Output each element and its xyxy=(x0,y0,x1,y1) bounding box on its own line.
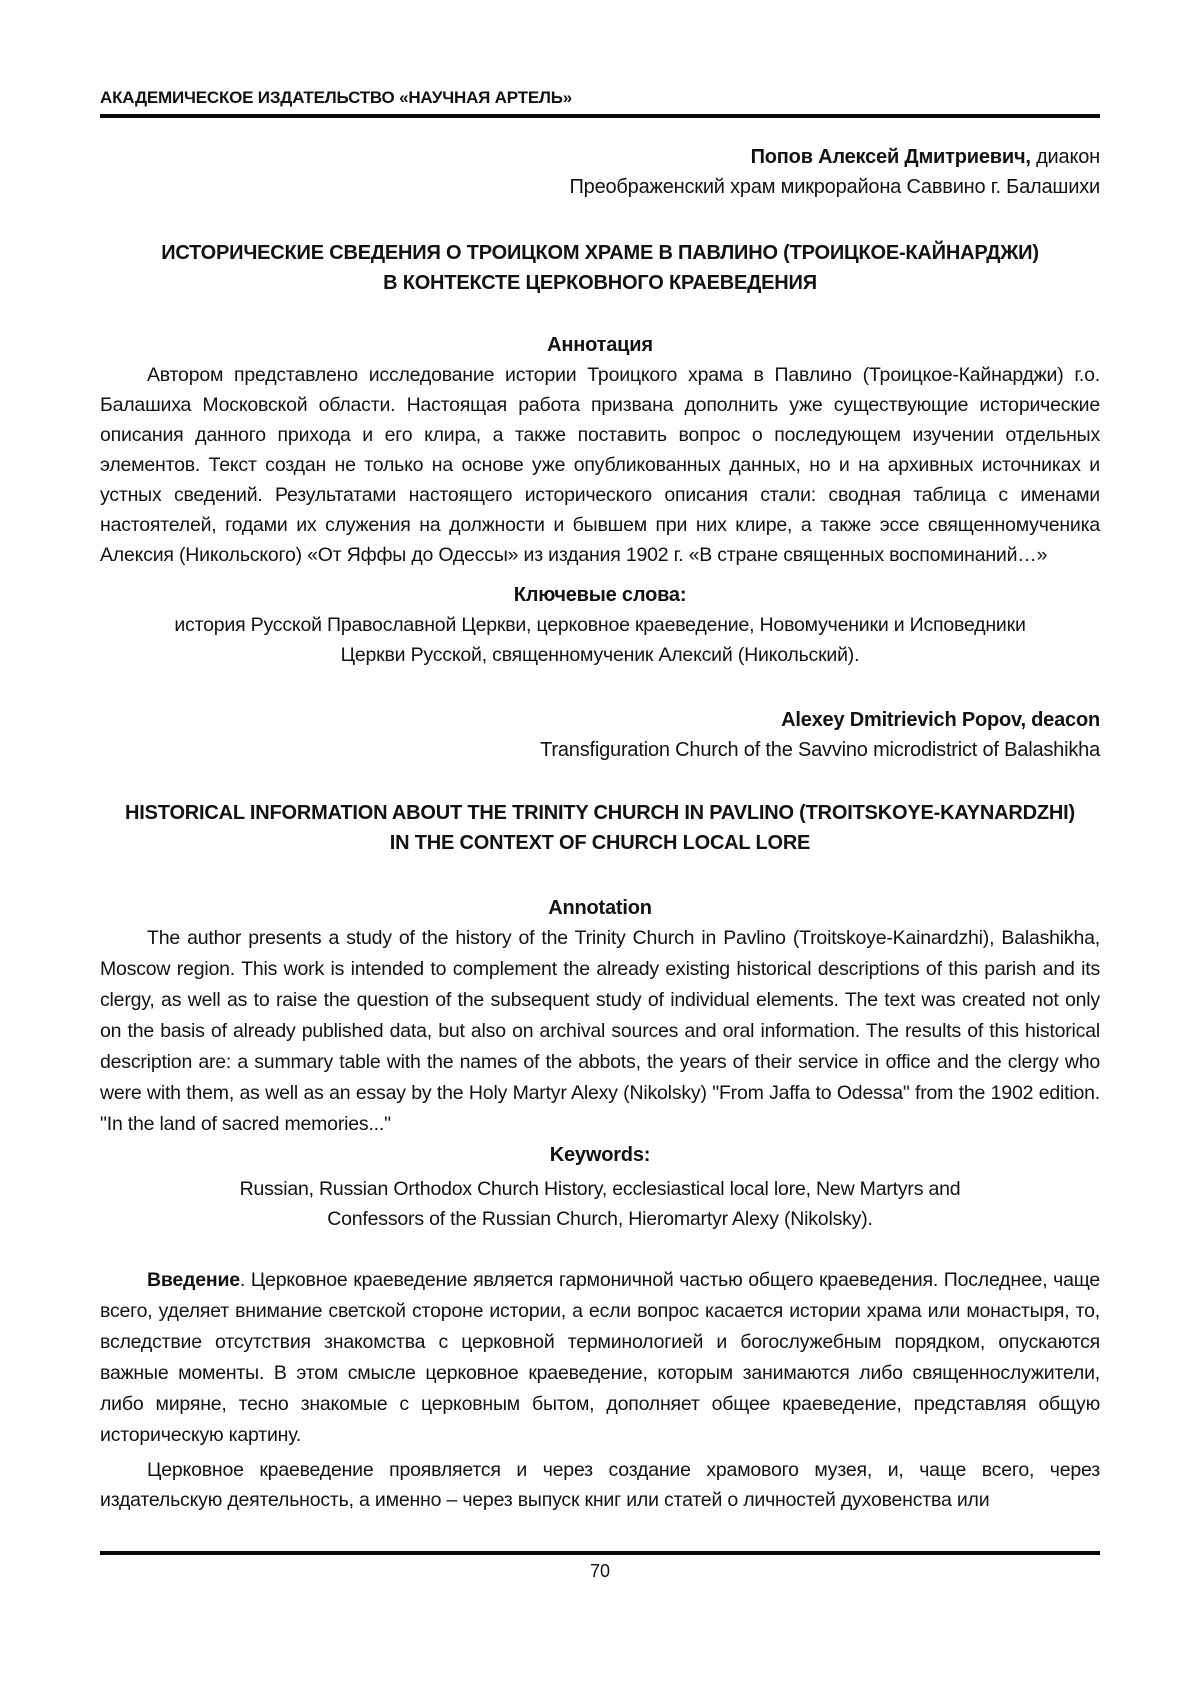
annotation-heading-en: Annotation xyxy=(548,897,652,919)
keywords-en-line1: Russian, Russian Orthodox Church History, ecclesiastical local lore, New Martyrs and xyxy=(239,1178,961,1200)
annotation-text-ru: Автором представлено исследование истории Троицкого храма в Павлино (Троицкое-Кайнарджи) г.о. Балашиха Московской области. Настоящая работа призвана дополнить уже существующие исторические описания данного прихода и его клира, а также поставить вопрос о последующем изучении отдельных элементов. Текст создан не только на основе уже опубликованных данных, но и на архивных источниках и устных сведений. Результатами настоящего исторического описания стали: сводная таблица с именами настоятелей, годами их служения на должности и бывшем при них клире, а также эссе священномученика Алексия (Никольского) «От Яффы до Одессы» из издания 1902 г. «В стране священных воспоминаний…» xyxy=(100,364,1100,566)
keywords-text-ru xyxy=(100,610,1100,670)
keywords-ru-line1: история Русской Православной Церкви, церковное краеведение, Новомученики и Исповедники xyxy=(174,614,1026,636)
page-footer xyxy=(100,1551,1100,1583)
body-paragraph-2: Церковное краеведение проявляется и через создание храмового музея, и, чаще всего, через издательскую деятельность, а именно – через выпуск книг или статей о личностей духовенства или xyxy=(100,1459,1100,1511)
author-name-ru: Попов Алексей Дмитриевич, xyxy=(750,146,1031,168)
author-block-en xyxy=(100,705,1100,765)
annotation-text-en: The author presents a study of the history of the Trinity Church in Pavlino (Troitskoye-Kainardzhi), Balashikha, Moscow region. This work is intended to complement the already existing historical descriptions of this parish and its clergy, as well as to raise the question of the subsequent study of individual elements. The text was created not only on the basis of already published data, but also on archival sources and oral information. The results of this historical description are: a summary table with the names of the abbots, the years of their service in office and the clergy who were with them, as well as an essay by the Holy Martyr Alexy (Nikolsky) "From Jaffa to Odessa" from the 1902 edition. "In the land of sacred memories..." xyxy=(100,927,1100,1135)
author-role-ru: диакон xyxy=(1030,146,1100,168)
keywords-en-line2: Confessors of the Russian Church, Hieromartyr Alexy (Nikolsky). xyxy=(327,1208,873,1230)
page-header xyxy=(100,0,1100,118)
intro-paragraph xyxy=(100,1265,1100,1451)
author-block-ru xyxy=(100,142,1100,202)
keywords-text-en xyxy=(100,1174,1100,1234)
annotation-heading-ru: Аннотация xyxy=(547,334,653,356)
author-line-ru xyxy=(100,142,1100,172)
article-title-ru-line1: ИСТОРИЧЕСКИЕ СВЕДЕНИЯ О ТРОИЦКОМ ХРАМЕ В ПАВЛИНО (ТРОИЦКОЕ-КАЙНАРДЖИ) xyxy=(161,242,1039,264)
author-affiliation-ru: Преображенский храм микрорайона Саввино г. Балашихи xyxy=(569,176,1100,198)
article-title-en-line1: HISTORICAL INFORMATION ABOUT THE TRINITY CHURCH IN PAVLINO (TROITSKOYE-KAYNARDZHI) xyxy=(125,802,1075,824)
article-title-en-line2: IN THE CONTEXT OF CHURCH LOCAL LORE xyxy=(389,832,811,854)
author-affiliation-en: Transfiguration Church of the Savvino microdistrict of Balashikha xyxy=(540,739,1100,761)
article-title-en xyxy=(100,798,1100,858)
author-name-en: Alexey Dmitrievich Popov, deacon xyxy=(781,709,1100,731)
article-title-ru-line2: В КОНТЕКСТЕ ЦЕРКОВНОГО КРАЕВЕДЕНИЯ xyxy=(383,272,817,294)
publisher-title: АКАДЕМИЧЕСКОЕ ИЗДАТЕЛЬСТВО «НАУЧНАЯ АРТЕЛЬ» xyxy=(100,88,572,107)
page-number: 70 xyxy=(589,1561,611,1581)
intro-text: . Церковное краеведение является гармоничной частью общего краеведения. Последнее, чаще всего, уделяет внимание светской стороне истории, а если вопрос касается истории храма или монастыря, то, вследствие отсутствия знакомства с церковной терминологией и богослужебным порядком, опускаются важные моменты. В этом смысле церковное краеведение, которым занимаются либо священнослужители, либо миряне, тесно знакомые с церковным бытом, дополняет общее краеведение, представляя общую историческую картину. xyxy=(100,1269,1100,1446)
keywords-ru-line2: Церкви Русской, священномученик Алексий (Никольский). xyxy=(340,644,860,666)
keywords-heading-en: Keywords: xyxy=(549,1144,651,1166)
intro-lead: Введение xyxy=(147,1269,240,1291)
article-title-ru xyxy=(100,238,1100,298)
keywords-heading-ru: Ключевые слова: xyxy=(513,584,687,606)
